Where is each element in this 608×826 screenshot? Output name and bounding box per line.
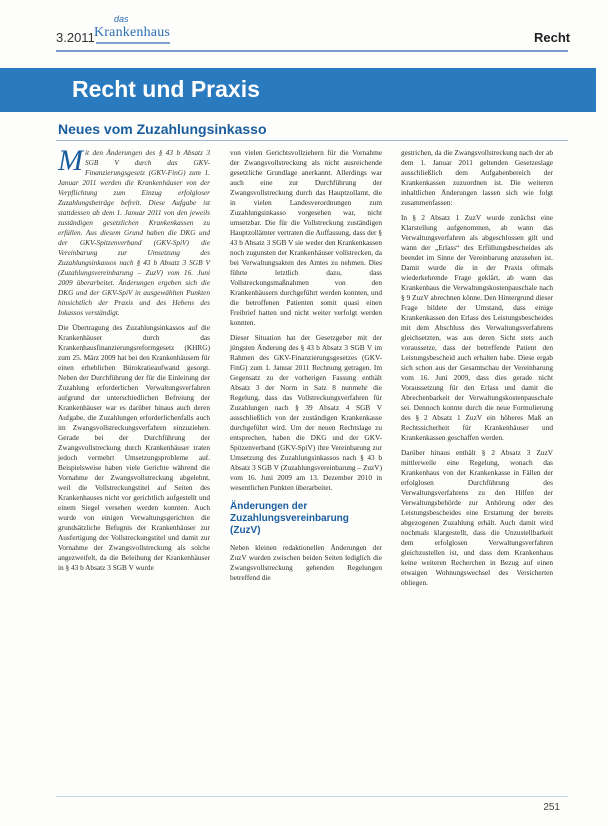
lead-text: it den Änderungen des § 43 b Absatz 3 SGB V durch das GKV-Finanzierungsgesetz (GKV-FinG) zum 1. Januar 2011 werden die Krankenhäuser von der Verpflichtung zum Einzug erfolgloser Zuzahlungsbeträge befreit. Diese Aufgabe ist stattdessen ab dem 1. Januar 2011 von den jeweils zuständigen gesetzlichen Krankenkassen zu erfüllen. Aus diesem Grund haben die DKG und der GKV-Spitzenverband (GKV-SpiV) die Vereinbarung zur Umsetzung des Zuzahlungsinkassos nach § 43 b Absatz 3 SGB V (Zuzahlungsvereinbarung – ZuzV) vom 16. Juni 2009 überarbeitet. Änderungen ergeben sich die DKG und der GKV-SpiV in ausgewählten Punkten hinsichtlich der Praxis und des Hebens des Inkassos verständigt. bbox=[58, 148, 210, 317]
logo-wordmark: Krankenhaus bbox=[94, 25, 171, 40]
text-column-2 bbox=[230, 148, 382, 588]
magazine-logo bbox=[94, 14, 174, 48]
page-title: Recht und Praxis bbox=[72, 76, 260, 102]
article-divider bbox=[56, 140, 568, 141]
footer-divider bbox=[56, 796, 568, 797]
lead-paragraph bbox=[58, 144, 210, 318]
body-paragraph: gestrichen, da die Zwangsvollstreckung nach der ab dem 1. Januar 2011 geltenden Gesetzeslage ausschließlich dem Aufgabenbereich der Krankenkassen zuzuordnen ist. Die weiteren inhaltlichen Änderungen lassen sich wie folgt zusammenfassen: bbox=[401, 148, 553, 207]
issue-number: 3.2011 bbox=[56, 30, 95, 45]
logo-swoosh-icon bbox=[96, 42, 170, 44]
text-column-3 bbox=[401, 148, 553, 593]
article-heading: Neues vom Zuzahlungsinkasso bbox=[58, 121, 267, 137]
logo-prefix: das bbox=[114, 14, 129, 24]
section-label: Recht bbox=[534, 30, 571, 45]
body-paragraph: Darüber hinaus enthält § 2 Absatz 3 ZuzV mittlerweile eine Regelung, wonach das Krankenhaus von der Krankenkasse in Fällen der erfolglosen Durchführung des Verwaltungsverfahrens zu den Hilfen der Verwaltungsbehörde zur Anhörung oder des Leistungsbescheides eine Erstattung der bereits abgezogenen Zuzahlung erhält. Auch damit wird nochmals klargestellt, dass die Unzustellbarkeit dem erfolglosen Verwaltungsverfahren gleichzustellen ist, und dass dem Krankenhaus keine weiteren Recherchen in Bezug auf einen etwaigen Wohnungswechsel des Versicherten obliegen. bbox=[401, 448, 553, 587]
body-paragraph: von vielen Gerichtsvollziehern für die Vornahme der Zwangsvollstreckung als nicht ausreichende gesetzliche Grundlage anerkannt. Allerdings war auch eine zur Durchführung der Zwangsvollstreckung durch das Hauptzollamt, die in vielen Landesverordnungen zum Zuzahlungsinkasso vorgesehen war, nicht umsetzbar. Die für die Vollstreckung zuständigen Hauptzollämter vertraten die Auffassung, dass der § 43 b Absatz 3 SGB V sie weder den Krankenkassen noch zugunsten der Krankenhäuser vollstrecken, da bei Verwaltungsakten des Amtes zu nehmen. Dies führte letztlich dazu, dass Vollstreckungsmaßnahmen von den Krankenhäusern durchgeführt werden konnten, und die betroffenen Patienten somit quasi einen Freibrief hatten und nicht weiter verfolgt werden konnten. bbox=[230, 148, 382, 327]
body-paragraph: In § 2 Absatz 1 ZuzV wurde zunächst eine Klarstellung aufgenommen, ab wann das Verwaltungsverfahren als abgeschlossen gilt und wann der „Erlass“ des Erfüllungsbescheides als beendet im Sinne der Vereinbarung anzusehen ist. Damit wurde die in der Praxis oftmals wiederkehrende Frage geklärt, ab wann das Krankenhaus die Verwaltungskostenpauschale nach § 9 ZuzV abrechnen könne. Den Hintergrund dieser Frage bildete der Umstand, dass einige Krankenkassen den Erlass des Leistungsbescheides mit dem Abschluss des Verwaltungsverfahrens gleichsetzten, was aus deren Sicht stets auch voraussetze, dass der betreffende Patient den Leistungsbescheid auch erhalten habe. Diese ergab sich schon aus der Gesamtschau der Vereinbarung vom 16. Juni 2009, dass dies gerade nicht Voraussetzung für den Erlass und damit die Abrechenbarkeit der Verwaltungskostenpauschale sei. Dennoch konnte durch die neue Formulierung des § 2 Absatz 1 ZuzV ein höheres Maß an Rechtssicherheit für Krankenhäuser und Krankenkassen geschaffen werden. bbox=[401, 213, 553, 442]
section-subheading: Änderungen der Zuzahlungsvereinbarung (ZuzV) bbox=[230, 501, 349, 536]
header-divider bbox=[56, 50, 568, 52]
drop-cap: M bbox=[58, 144, 83, 177]
body-paragraph: Dieser Situation hat der Gesetzgeber mit der jüngsten Änderung des § 43 b Absatz 3 SGB V im Rahmen des GKV-Finanzierungsgesetzes (GKV-FinG) zum 1. Januar 2011 Rechnung getragen. Im Gegensatz zu der vorherigen Fassung enthält Absatz 3 der Norm in Satz 8 nunmehr die Regelung, dass das Vollstreckungsverfahren für Zuzahlungen nach § 39 Absatz 4 SGB V ausschließlich von der zuständigen Krankenkasse durchgeführt wird. Um der neuen Rechtslage zu entsprechen, haben die DKG und der GKV-Spitzenverband (GKV-SpiV) ihre Vereinbarung zur Umsetzung des Zuzahlungsinkassos nach § 43 b Absatz 3 SGB V (Zuzahlungsvereinbarung – ZuzV) vom 16. Juni 2009 am 13. Dezember 2010 in wesentlichen Punkten überarbeitet. bbox=[230, 333, 382, 492]
text-column-1 bbox=[58, 144, 210, 578]
page-number: 251 bbox=[543, 802, 560, 813]
body-paragraph: Neben kleinen redaktionellen Änderungen der ZuzV wurden zwischen beiden Seiten lediglich die Zwangsvollstreckung gehenden Regelungen betreffend die bbox=[230, 543, 382, 582]
body-paragraph: Die Übertragung des Zuzahlungsinkassos auf die Krankenhäuser durch das Krankenhausfinanzierungsreformgesetz (KHRG) zum 25. März 2009 hat bei den Krankenhäusern für einen erheblichen Bürokratieaufwand gesorgt. Neben der Durchführung der für die Einleitung der Zuzahlung erforderlichen Verwaltungsverfahren aufgrund der unterschiedlichen Befreiung der Krankenhäuser war es darüber hinaus auch deren Aufgabe, die Zuzahlungen erforderlichenfalls auch im Zwangsvollstreckungsverfahren einzuziehen. Gerade bei der Durchführung der Zwangsvollstreckung durch Krankenhäuser traten jedoch vermehrt Umsetzungsprobleme auf. Beispielsweise haben viele Gerichte während die Vornahme der Zwangsvollstreckung abgelehnt, weil die Vollstreckungstitel auf Seiten des Krankenhauses nicht vor gerichtlich aufgestellt und einem Siegel versehen werden konnten. Auch wurde von einigen Verwaltungsgerichten die grundsätzliche Befugnis der Krankenhäuser zur Ausfertigung der Vollstreckungstitel und damit zur Vornahme der Zwangsvollstreckung als solche angezweifelt, da die Beleihung der Krankenhäuser in § 43 b Absatz 3 SGB V wurde bbox=[58, 323, 210, 572]
page-header bbox=[0, 0, 608, 60]
